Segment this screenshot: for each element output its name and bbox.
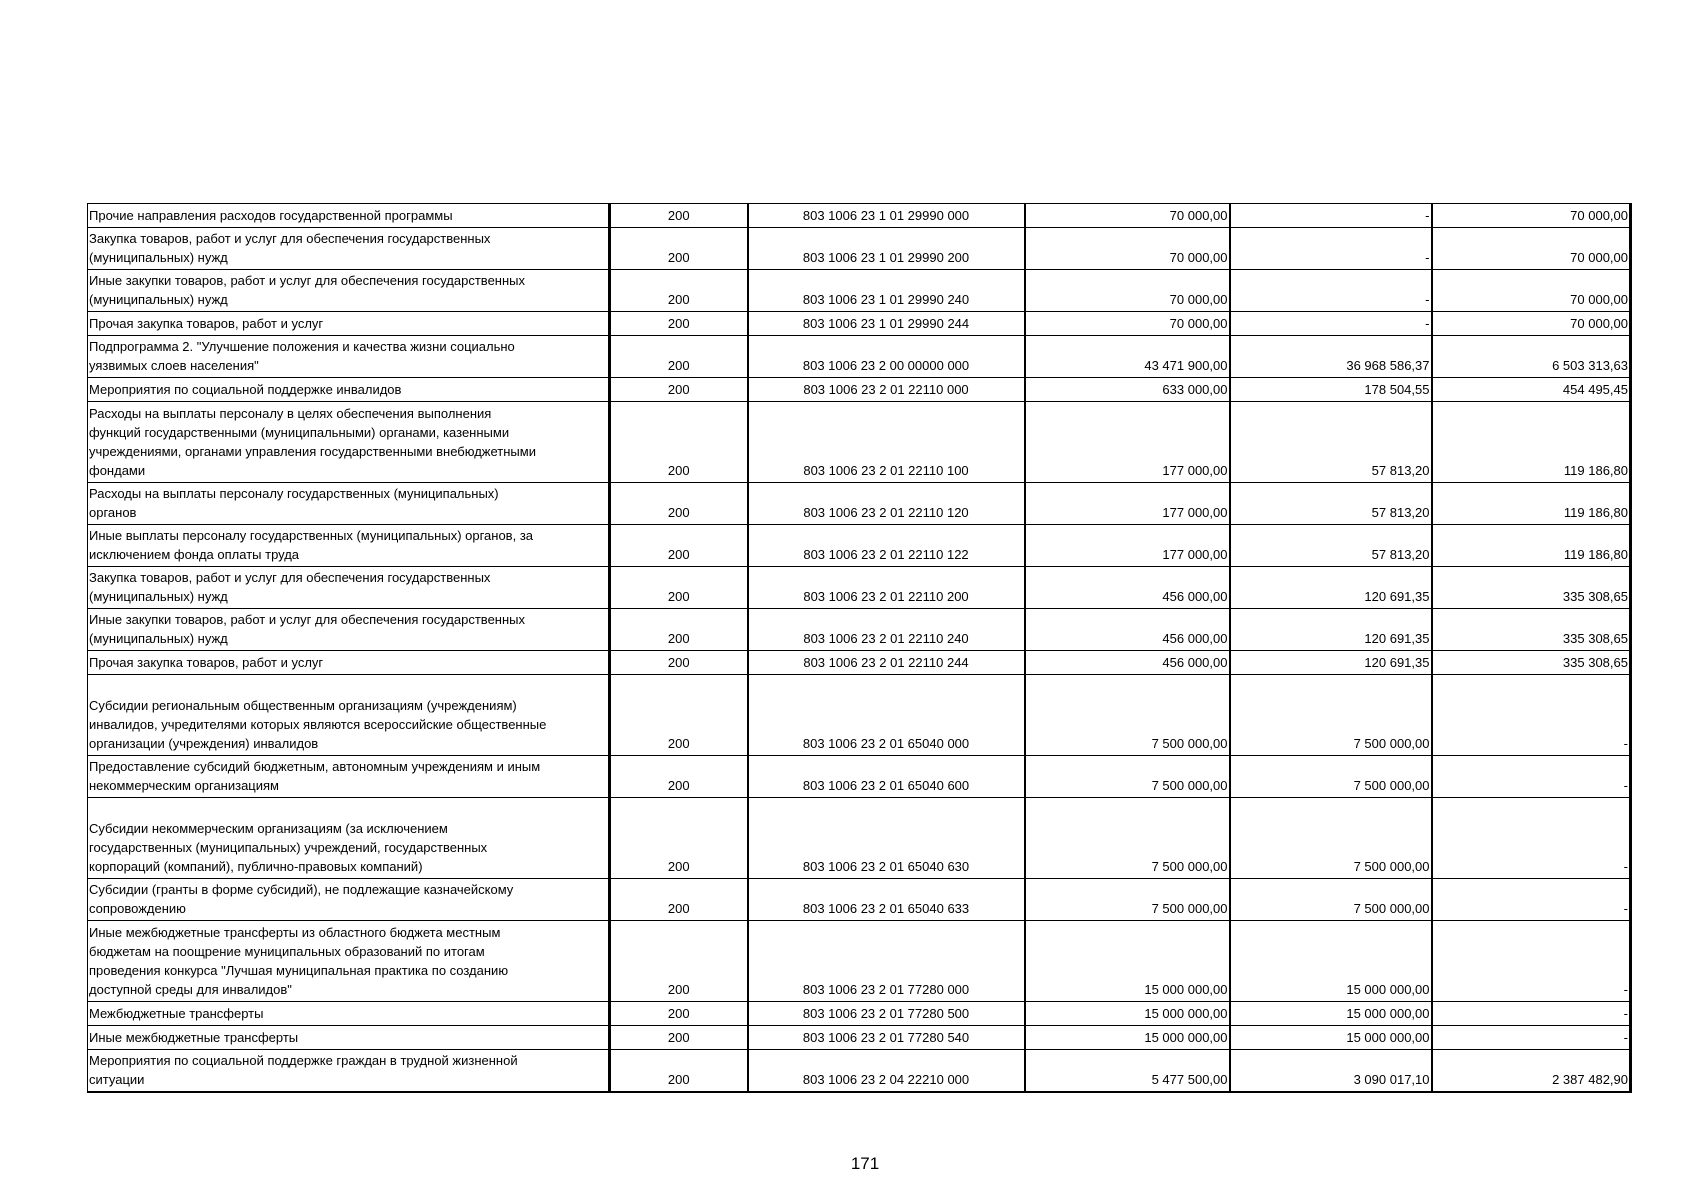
table-row [88,228,1631,270]
table-row [88,270,1631,312]
row-classification-code: 803 1006 23 2 01 77280 540 [748,1026,1025,1050]
row-approved-amount: 7 500 000,00 [1025,756,1230,798]
row-line-code: 200 [610,609,748,651]
row-line-code: 200 [610,879,748,921]
row-executed-amount: 36 968 586,37 [1230,336,1432,378]
row-name: Расходы на выплаты персоналу государственных (муниципальных) органов [88,483,610,525]
row-unexecuted-amount: 119 186,80 [1432,402,1631,483]
row-approved-amount: 456 000,00 [1025,567,1230,609]
row-line-code: 200 [610,1002,748,1026]
table-row [88,1026,1631,1050]
row-classification-code: 803 1006 23 2 01 65040 630 [748,798,1025,879]
row-line-code: 200 [610,402,748,483]
row-executed-amount: 120 691,35 [1230,567,1432,609]
row-line-code: 200 [610,798,748,879]
row-unexecuted-amount: - [1432,798,1631,879]
row-name: Иные межбюджетные трансферты из областного бюджета местным бюджетам на поощрение муниципальных образований по итогам проведения конкурса "Лучшая муниципальная практика по созданию доступной среды для инвалидов" [88,921,610,1002]
row-line-code: 200 [610,675,748,756]
table-row [88,675,1631,756]
row-executed-amount: 3 090 017,10 [1230,1050,1432,1093]
table-row [88,651,1631,675]
row-name: Мероприятия по социальной поддержке граждан в трудной жизненной ситуации [88,1050,610,1093]
row-executed-amount: 15 000 000,00 [1230,1002,1432,1026]
table-row [88,204,1631,228]
row-classification-code: 803 1006 23 2 01 65040 000 [748,675,1025,756]
table-body [88,204,1631,1093]
row-classification-code: 803 1006 23 2 01 22110 100 [748,402,1025,483]
row-approved-amount: 7 500 000,00 [1025,798,1230,879]
row-name: Прочая закупка товаров, работ и услуг [88,312,610,336]
row-classification-code: 803 1006 23 2 01 65040 600 [748,756,1025,798]
row-approved-amount: 5 477 500,00 [1025,1050,1230,1093]
row-classification-code: 803 1006 23 2 01 77280 000 [748,921,1025,1002]
table-row [88,879,1631,921]
row-unexecuted-amount: 2 387 482,90 [1432,1050,1631,1093]
row-name: Мероприятия по социальной поддержке инвалидов [88,378,610,402]
row-unexecuted-amount: - [1432,1026,1631,1050]
row-unexecuted-amount: 335 308,65 [1432,609,1631,651]
row-approved-amount: 70 000,00 [1025,228,1230,270]
row-classification-code: 803 1006 23 2 01 77280 500 [748,1002,1025,1026]
row-line-code: 200 [610,336,748,378]
row-unexecuted-amount: 6 503 313,63 [1432,336,1631,378]
row-classification-code: 803 1006 23 2 01 22110 200 [748,567,1025,609]
row-classification-code: 803 1006 23 1 01 29990 244 [748,312,1025,336]
table-row [88,378,1631,402]
table-row [88,483,1631,525]
row-executed-amount: 15 000 000,00 [1230,1026,1432,1050]
table-row [88,402,1631,483]
row-approved-amount: 70 000,00 [1025,204,1230,228]
row-executed-amount: 57 813,20 [1230,483,1432,525]
row-executed-amount: 120 691,35 [1230,651,1432,675]
row-executed-amount: 15 000 000,00 [1230,921,1432,1002]
row-approved-amount: 7 500 000,00 [1025,675,1230,756]
row-unexecuted-amount: - [1432,879,1631,921]
table-row [88,567,1631,609]
row-classification-code: 803 1006 23 2 01 65040 633 [748,879,1025,921]
row-name: Субсидии региональным общественным организациям (учреждениям) инвалидов, учредителями которых являются всероссийские общественные организации (учреждения) инвалидов [88,675,610,756]
row-line-code: 200 [610,525,748,567]
row-classification-code: 803 1006 23 2 01 22110 120 [748,483,1025,525]
budget-execution-table [87,203,1632,1093]
row-unexecuted-amount: 119 186,80 [1432,483,1631,525]
row-name: Иные межбюджетные трансферты [88,1026,610,1050]
row-classification-code: 803 1006 23 2 01 22110 240 [748,609,1025,651]
row-unexecuted-amount: 70 000,00 [1432,204,1631,228]
row-name: Подпрограмма 2. "Улучшение положения и качества жизни социально уязвимых слоев населения" [88,336,610,378]
row-executed-amount: - [1230,270,1432,312]
row-unexecuted-amount: 335 308,65 [1432,567,1631,609]
row-name: Иные закупки товаров, работ и услуг для обеспечения государственных (муниципальных) нужд [88,609,610,651]
row-line-code: 200 [610,756,748,798]
table-row [88,921,1631,1002]
row-unexecuted-amount: 70 000,00 [1432,312,1631,336]
row-approved-amount: 43 471 900,00 [1025,336,1230,378]
row-name: Межбюджетные трансферты [88,1002,610,1026]
row-executed-amount: - [1230,204,1432,228]
row-classification-code: 803 1006 23 2 04 22210 000 [748,1050,1025,1093]
row-executed-amount: 178 504,55 [1230,378,1432,402]
row-line-code: 200 [610,651,748,675]
row-classification-code: 803 1006 23 2 00 00000 000 [748,336,1025,378]
row-classification-code: 803 1006 23 1 01 29990 200 [748,228,1025,270]
row-name: Субсидии (гранты в форме субсидий), не подлежащие казначейскому сопровождению [88,879,610,921]
row-approved-amount: 177 000,00 [1025,525,1230,567]
row-name: Закупка товаров, работ и услуг для обеспечения государственных (муниципальных) нужд [88,228,610,270]
row-executed-amount: 7 500 000,00 [1230,798,1432,879]
row-name: Прочие направления расходов государственной программы [88,204,610,228]
row-line-code: 200 [610,1026,748,1050]
row-line-code: 200 [610,270,748,312]
row-executed-amount: - [1230,312,1432,336]
table-row [88,1002,1631,1026]
row-line-code: 200 [610,378,748,402]
row-executed-amount: 57 813,20 [1230,402,1432,483]
row-unexecuted-amount: 70 000,00 [1432,228,1631,270]
row-name: Иные выплаты персоналу государственных (муниципальных) органов, за исключением фонда оплаты труда [88,525,610,567]
row-name: Иные закупки товаров, работ и услуг для обеспечения государственных (муниципальных) нужд [88,270,610,312]
row-unexecuted-amount: - [1432,675,1631,756]
row-approved-amount: 177 000,00 [1025,483,1230,525]
row-unexecuted-amount: 119 186,80 [1432,525,1631,567]
table-row [88,336,1631,378]
row-executed-amount: 7 500 000,00 [1230,879,1432,921]
table-row [88,798,1631,879]
page-number: 171 [850,1154,880,1173]
row-approved-amount: 7 500 000,00 [1025,879,1230,921]
row-name: Предоставление субсидий бюджетным, автономным учреждениям и иным некоммерческим организациям [88,756,610,798]
row-approved-amount: 70 000,00 [1025,270,1230,312]
row-unexecuted-amount: - [1432,1002,1631,1026]
budget-table-container [87,203,1630,1093]
row-approved-amount: 456 000,00 [1025,609,1230,651]
row-approved-amount: 177 000,00 [1025,402,1230,483]
row-approved-amount: 15 000 000,00 [1025,1026,1230,1050]
row-classification-code: 803 1006 23 2 01 22110 122 [748,525,1025,567]
row-approved-amount: 15 000 000,00 [1025,1002,1230,1026]
row-line-code: 200 [610,921,748,1002]
row-executed-amount: - [1230,228,1432,270]
row-unexecuted-amount: 335 308,65 [1432,651,1631,675]
table-row [88,609,1631,651]
row-name: Расходы на выплаты персоналу в целях обеспечения выполнения функций государственными (муниципальными) органами, казенными учреждениями, органами управления государственными внебюджетными фондами [88,402,610,483]
row-classification-code: 803 1006 23 2 01 22110 244 [748,651,1025,675]
row-approved-amount: 633 000,00 [1025,378,1230,402]
table-row [88,756,1631,798]
row-name: Прочая закупка товаров, работ и услуг [88,651,610,675]
row-classification-code: 803 1006 23 1 01 29990 240 [748,270,1025,312]
row-executed-amount: 7 500 000,00 [1230,675,1432,756]
row-line-code: 200 [610,204,748,228]
row-line-code: 200 [610,483,748,525]
row-unexecuted-amount: 70 000,00 [1432,270,1631,312]
row-approved-amount: 15 000 000,00 [1025,921,1230,1002]
row-approved-amount: 70 000,00 [1025,312,1230,336]
table-row [88,312,1631,336]
row-executed-amount: 57 813,20 [1230,525,1432,567]
row-line-code: 200 [610,1050,748,1093]
row-line-code: 200 [610,228,748,270]
table-row [88,1050,1631,1093]
row-name: Субсидии некоммерческим организациям (за исключением государственных (муниципальных) учреждений, государственных корпораций (компаний), публично-правовых компаний) [88,798,610,879]
row-line-code: 200 [610,567,748,609]
row-executed-amount: 7 500 000,00 [1230,756,1432,798]
table-row [88,525,1631,567]
row-name: Закупка товаров, работ и услуг для обеспечения государственных (муниципальных) нужд [88,567,610,609]
row-classification-code: 803 1006 23 1 01 29990 000 [748,204,1025,228]
row-line-code: 200 [610,312,748,336]
row-classification-code: 803 1006 23 2 01 22110 000 [748,378,1025,402]
row-unexecuted-amount: - [1432,921,1631,1002]
row-unexecuted-amount: - [1432,756,1631,798]
row-unexecuted-amount: 454 495,45 [1432,378,1631,402]
row-approved-amount: 456 000,00 [1025,651,1230,675]
row-executed-amount: 120 691,35 [1230,609,1432,651]
